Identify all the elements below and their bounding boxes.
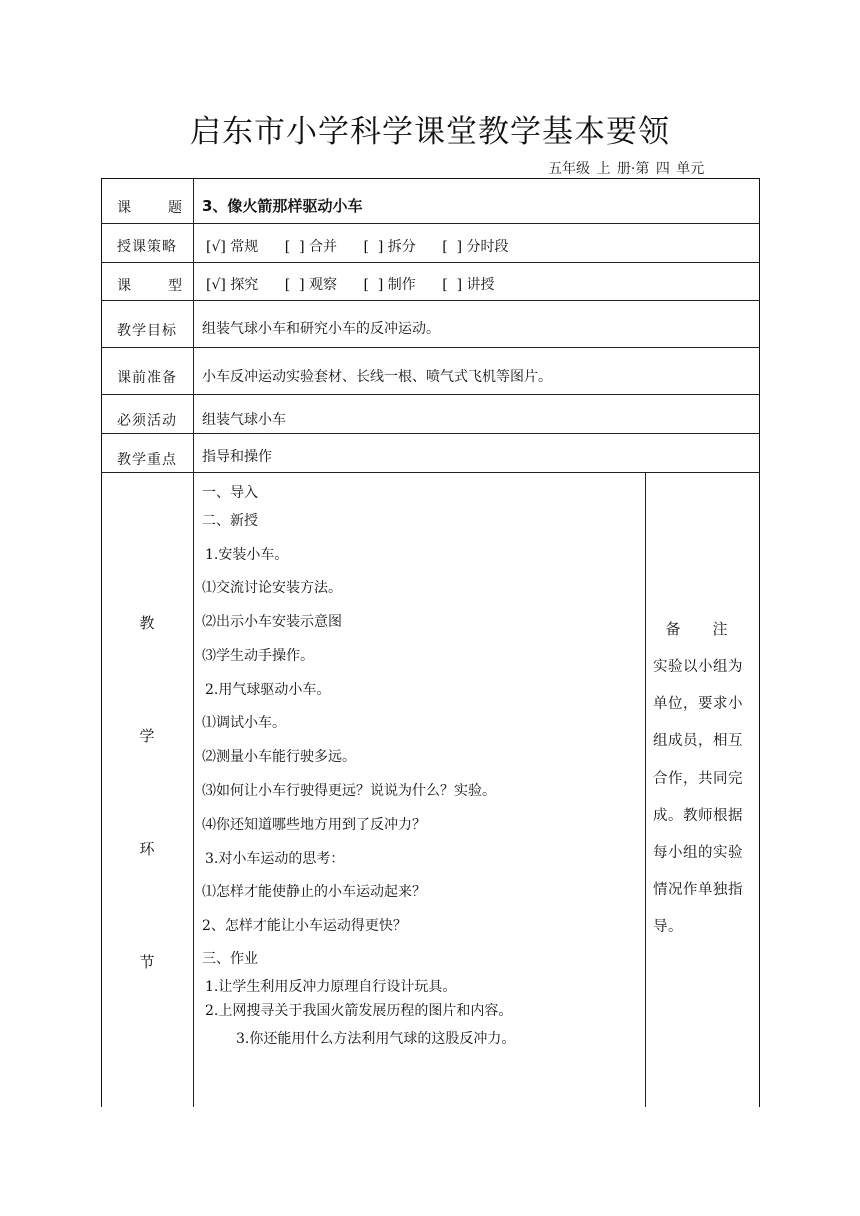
volume-number-text: 册·第 <box>616 161 650 177</box>
type-label: 课 型 <box>117 278 182 294</box>
process-line: ⑵出示小车安装示意图 <box>202 614 342 630</box>
process-line: 一、导入 <box>202 485 258 501</box>
notes-line: 合作，共同完 <box>653 771 743 787</box>
activity-value: 组装气球小车 <box>202 412 286 428</box>
notes-line: 导。 <box>653 919 683 935</box>
process-line: ⑵测量小车能行驶多远。 <box>202 749 356 765</box>
strategy-option-regular[interactable]: [√] 常规 <box>206 239 259 255</box>
notes-title: 备注 <box>665 620 760 638</box>
process-line: ⑴怎样才能使静止的小车运动起来？ <box>202 884 426 900</box>
goal-value: 组装气球小车和研究小车的反冲运动。 <box>202 321 440 337</box>
notes-line: 情况作单独指 <box>653 882 743 898</box>
type-options <box>206 274 517 294</box>
type-option-observe[interactable]: [ ] 观察 <box>284 277 338 293</box>
activity-label: 必须活动 <box>117 413 177 429</box>
topic-value: 3、像火箭那样驱动小车 <box>202 197 363 215</box>
focus-value: 指导和操作 <box>202 449 272 465</box>
process-line: ⑴交流讨论安装方法。 <box>202 580 342 596</box>
process-line: 2、怎样才能让小车运动得更快？ <box>202 918 407 934</box>
type-option-lecture[interactable]: [ ] 讲授 <box>442 277 495 293</box>
prep-label: 课前准备 <box>117 370 177 386</box>
strategy-label: 授课策略 <box>117 239 177 255</box>
goal-label: 教学目标 <box>117 323 177 339</box>
process-line: 1.让学生利用反冲力原理自行设计玩具。 <box>205 979 457 995</box>
process-line: 2.用气球驱动小车。 <box>205 682 331 698</box>
notes-line: 单位，要求小 <box>653 696 743 712</box>
row-divider <box>101 223 760 224</box>
process-line: ⑴调试小车。 <box>202 715 286 731</box>
process-label-char: 节 <box>139 953 155 971</box>
strategy-option-split[interactable]: [ ] 拆分 <box>363 239 416 255</box>
type-option-inquiry[interactable]: [√] 探究 <box>206 277 259 293</box>
type-option-make[interactable]: [ ] 制作 <box>363 277 416 293</box>
label-column-divider <box>193 178 194 1107</box>
row-divider <box>101 300 760 301</box>
prep-value: 小车反冲运动实验套材、长线一根、喷气式飞机等图片。 <box>202 369 552 385</box>
unit-text: 单元 <box>676 161 705 177</box>
process-line: 1.安装小车。 <box>205 547 289 563</box>
notes-column-divider <box>645 472 646 1107</box>
strategy-option-merge[interactable]: [ ] 合并 <box>284 239 338 255</box>
volume-text: 上 <box>596 161 611 177</box>
row-divider <box>101 262 760 263</box>
notes-line: 成。教师根据 <box>653 808 743 824</box>
strategy-options <box>206 236 531 256</box>
unit-number-text: 四 <box>655 161 670 177</box>
grade-unit-line <box>548 158 704 178</box>
process-line: 二、新授 <box>202 513 258 529</box>
notes-line: 每小组的实验 <box>653 845 743 861</box>
process-line: 3.对小车运动的思考： <box>205 851 345 867</box>
page-title: 启东市小学科学课堂教学基本要领 <box>190 114 670 150</box>
process-label-char: 学 <box>139 727 155 745</box>
process-label-char: 教 <box>139 614 155 632</box>
strategy-option-timed[interactable]: [ ] 分时段 <box>442 239 509 255</box>
process-label-char: 环 <box>139 840 155 858</box>
process-line: 三、作业 <box>202 951 258 967</box>
row-divider <box>101 394 760 395</box>
notes-line: 组成员，相互 <box>653 733 743 749</box>
process-line: ⑶学生动手操作。 <box>202 648 314 664</box>
row-divider <box>101 472 760 473</box>
row-divider <box>101 433 760 434</box>
focus-label: 教学重点 <box>117 452 177 468</box>
row-divider <box>101 347 760 348</box>
grade-text: 五年级 <box>548 161 590 177</box>
process-line: ⑶如何让小车行驶得更远？说说为什么？实验。 <box>202 783 496 799</box>
process-line: 2.上网搜寻关于我国火箭发展历程的图片和内容。 <box>205 1003 513 1019</box>
topic-label: 课 题 <box>117 200 182 216</box>
process-line: ⑷你还知道哪些地方用到了反冲力？ <box>202 817 426 833</box>
process-line: 3.你还能用什么方法利用气球的这股反冲力。 <box>236 1031 516 1047</box>
notes-line: 实验以小组为 <box>653 659 743 675</box>
